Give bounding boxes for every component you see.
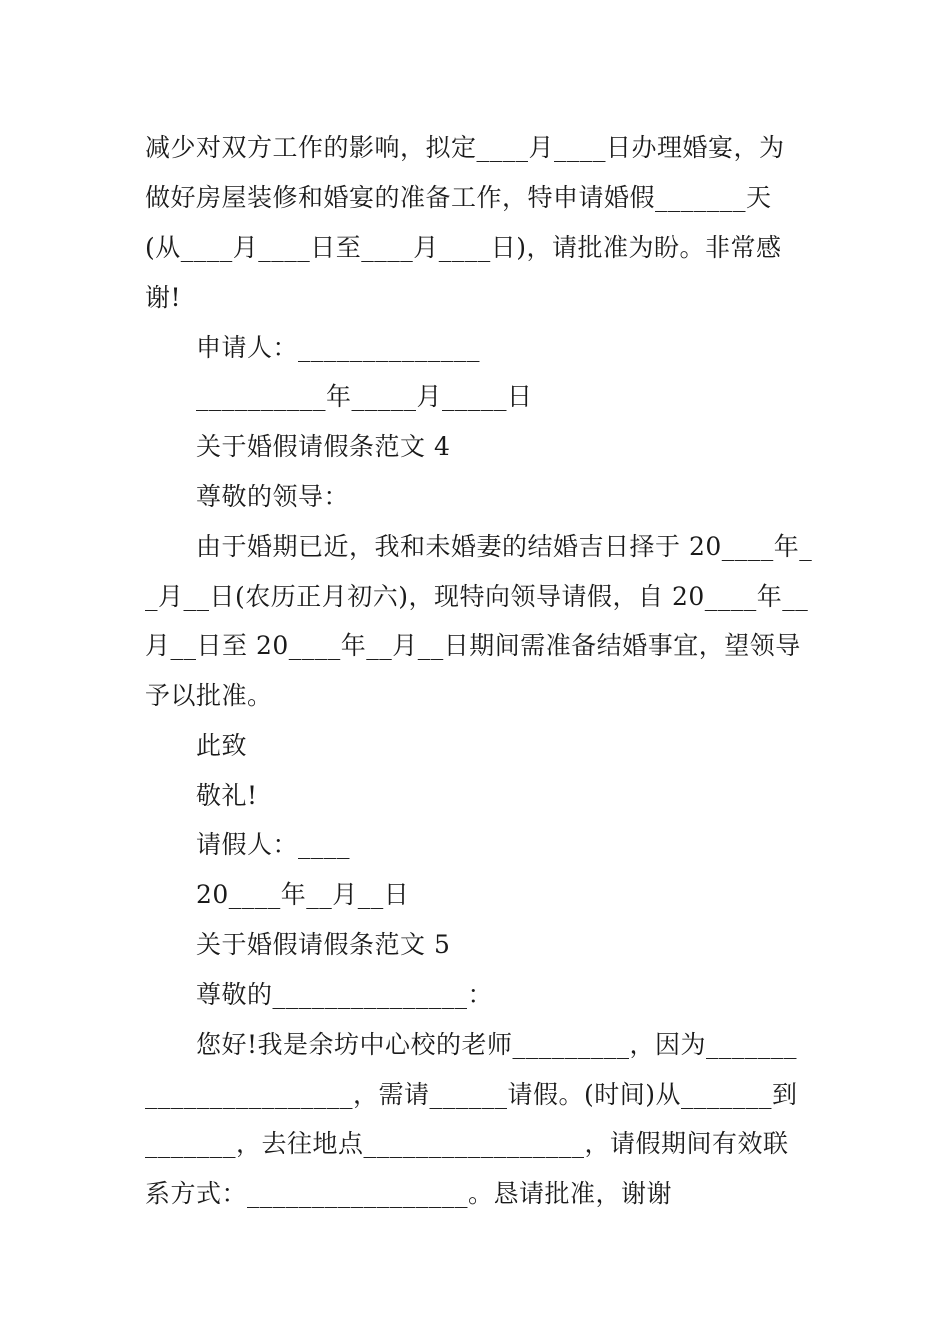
closing-line: 此致 — [196, 731, 248, 760]
text-line: 做好房屋装修和婚宴的准备工作，特申请婚假_______天 — [145, 183, 772, 212]
text-line: (从____月____日至____月____日)，请批准为盼。非常感 — [145, 233, 782, 262]
requester-line: 请假人：____ — [196, 830, 351, 859]
closing-line: 敬礼! — [196, 781, 258, 810]
applicant-line: 申请人：______________ — [196, 333, 481, 362]
text-line: 由于婚期已近，我和未婚妻的结婚吉日择于 20____年_ — [196, 532, 813, 561]
section-title: 关于婚假请假条范文 4 — [196, 432, 451, 461]
date-line: __________年_____月_____日 — [196, 382, 533, 411]
text-line: _月__日(农历正月初六)，现特向领导请假，自 20____年__ — [145, 582, 809, 611]
section-title: 关于婚假请假条范文 5 — [196, 930, 451, 959]
salutation: 尊敬的_______________： — [196, 980, 494, 1009]
text-line: ________________，需请______请假。(时间)从_______到 — [145, 1080, 798, 1109]
text-line: 谢! — [145, 283, 182, 312]
text-line: 系方式：_________________。恳请批准，谢谢 — [145, 1179, 673, 1208]
salutation: 尊敬的领导： — [196, 482, 350, 511]
text-line: 您好!我是余坊中心校的老师_________，因为_______ — [196, 1030, 798, 1059]
text-line: 月__日至 20____年__月__日期间需准备结婚事宜，望领导 — [145, 631, 801, 660]
text-line: _______，去往地点_________________，请假期间有效联 — [145, 1129, 789, 1158]
date-line: 20____年__月__日 — [196, 880, 410, 909]
text-line: 减少对双方工作的影响，拟定____月____日办理婚宴，为 — [145, 133, 785, 162]
text-line: 予以批准。 — [145, 681, 273, 710]
